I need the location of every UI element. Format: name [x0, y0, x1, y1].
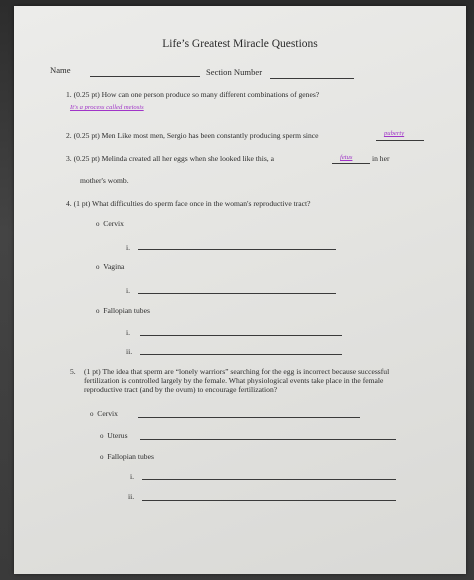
q5-item-cervix: o Cervix — [90, 409, 118, 418]
question-3-answer[interactable]: fetus — [340, 154, 353, 161]
q5-cervix-answer-line[interactable] — [138, 417, 360, 418]
q4-fallopian-answer-line-ii[interactable] — [140, 354, 342, 355]
q5-item-uterus: o Uterus — [100, 431, 128, 440]
question-1-text: 1. (0.25 pt) How can one person produce so many different combinations of genes? — [66, 90, 320, 99]
q5-uterus-answer-line[interactable] — [140, 439, 396, 440]
question-3-text: 3. (0.25 pt) Melinda created all her eggs when she looked like this, a — [66, 154, 274, 163]
q5-fallopian-roman-i: i. — [130, 472, 135, 481]
question-4-text: 4. (1 pt) What difficulties do sperm face once in the woman's reproductive tract? — [66, 199, 311, 208]
question-3-blank[interactable] — [332, 163, 370, 164]
q4-item-fallopian: o Fallopian tubes — [96, 306, 150, 315]
q4-fallopian-roman-ii: ii. — [126, 347, 133, 356]
section-number-field[interactable] — [270, 78, 354, 79]
q4-cervix-roman-i: i. — [126, 243, 131, 252]
q4-vagina-answer-line[interactable] — [138, 293, 336, 294]
q4-fallopian-answer-line-i[interactable] — [140, 335, 342, 336]
worksheet-title: Life’s Greatest Miracle Questions — [162, 38, 318, 50]
q5-fallopian-answer-line-ii[interactable] — [142, 500, 396, 501]
question-1-answer[interactable]: It's a process called meiosis — [70, 104, 144, 111]
q4-item-vagina: o Vagina — [96, 262, 125, 271]
question-3-text-after: in her — [372, 154, 390, 163]
question-3-continuation: mother's womb. — [80, 176, 129, 185]
q5-item-fallopian: o Fallopian tubes — [100, 452, 154, 461]
question-2-answer[interactable]: puberty — [384, 130, 405, 137]
question-2-blank[interactable] — [376, 140, 424, 141]
question-5-number: 5. — [70, 367, 76, 376]
section-number-label: Section Number — [206, 67, 263, 77]
q4-fallopian-roman-i: i. — [126, 328, 131, 337]
name-label: Name — [50, 65, 71, 75]
name-field[interactable] — [90, 76, 200, 77]
worksheet-page — [14, 6, 466, 574]
q5-fallopian-answer-line-i[interactable] — [142, 479, 396, 480]
question-2-text: 2. (0.25 pt) Men Like most men, Sergio has been constantly producing sperm since — [66, 131, 319, 140]
q4-cervix-answer-line[interactable] — [138, 249, 336, 250]
q4-item-cervix: o Cervix — [96, 219, 124, 228]
q4-vagina-roman-i: i. — [126, 286, 131, 295]
question-5-text: (1 pt) The idea that sperm are “lonely warriors” searching for the egg is incorrect because successful fertilization is controlled largely by the female. What physiological events take place in the female reproductive tract (and by the ovum) to encourage fertilization? — [84, 367, 390, 394]
q5-fallopian-roman-ii: ii. — [128, 492, 135, 501]
